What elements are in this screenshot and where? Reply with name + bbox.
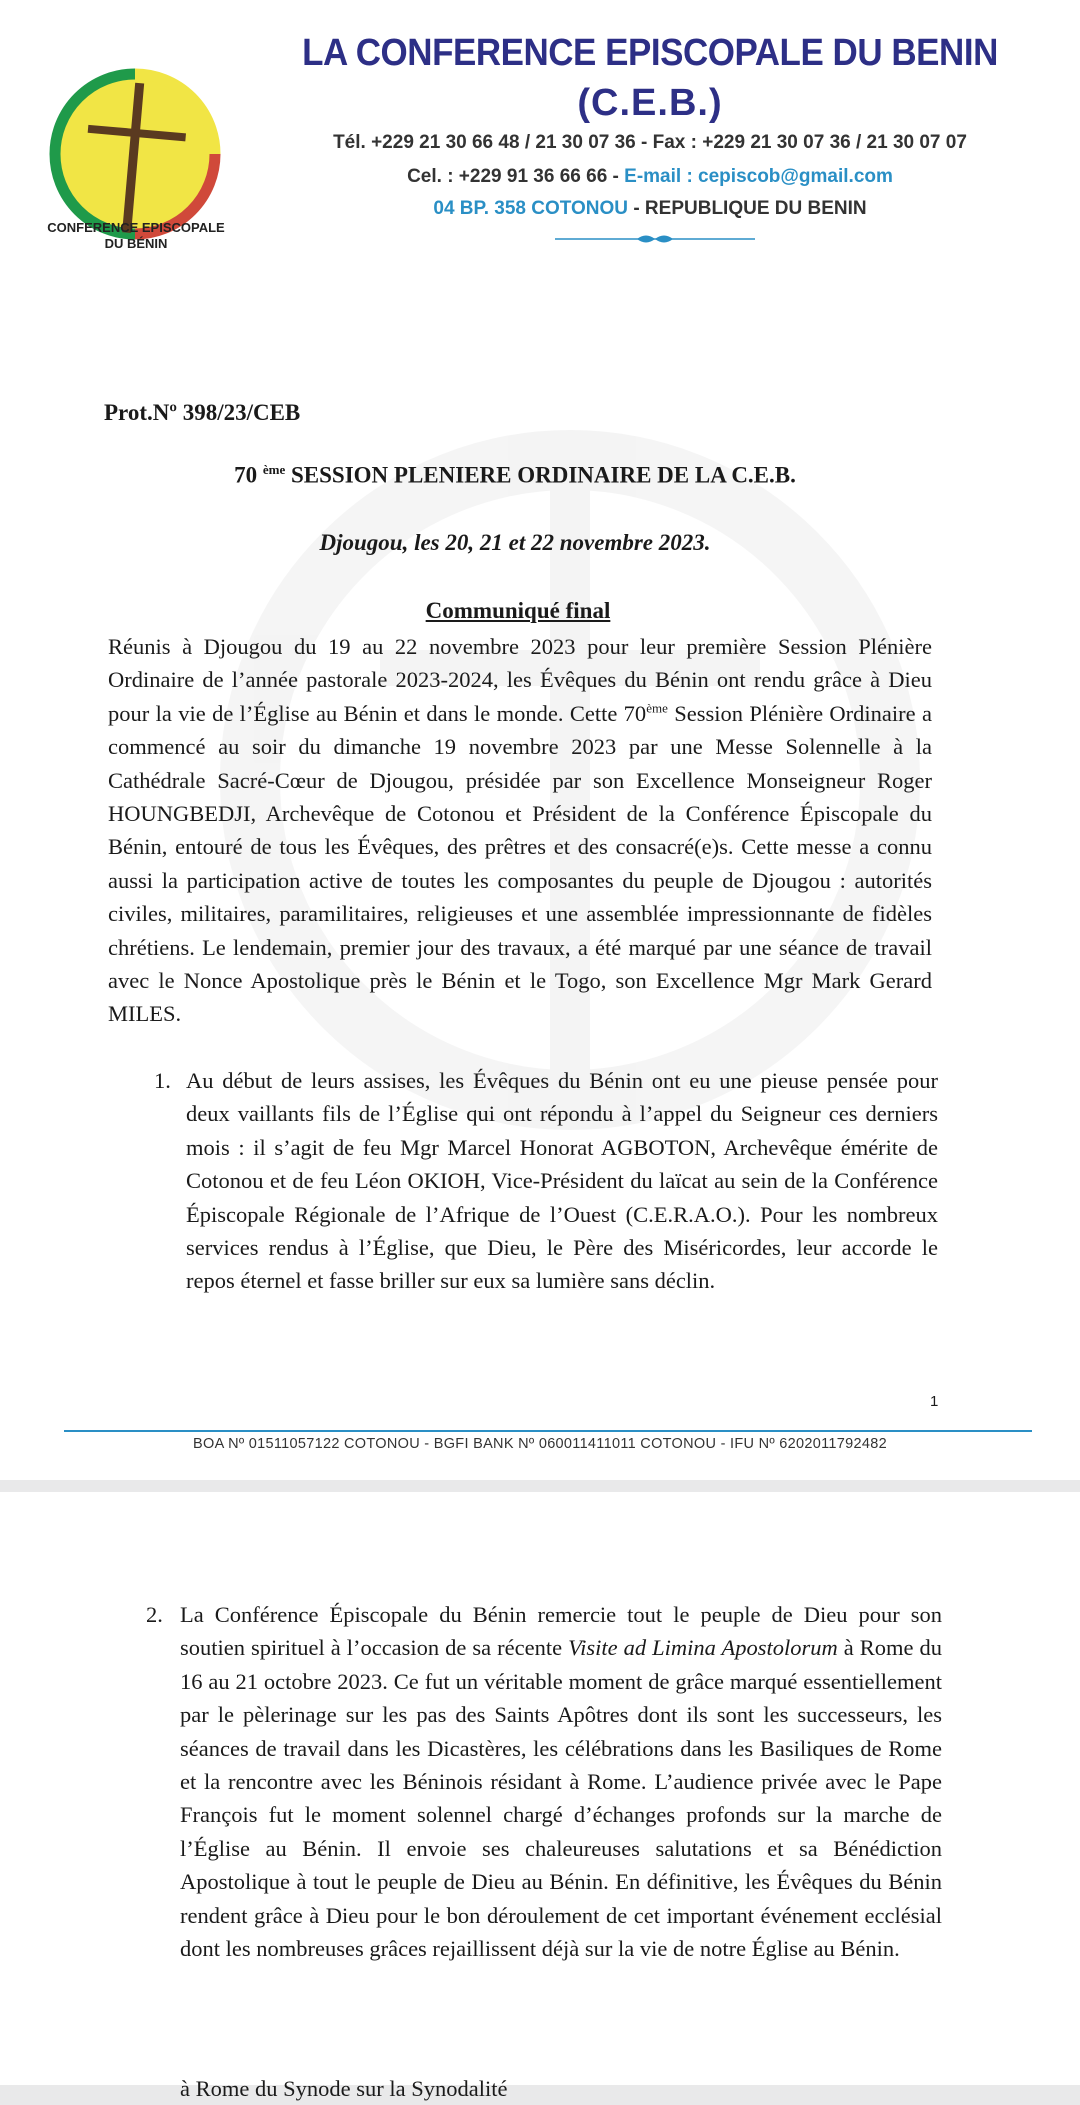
communique-title: Communiqué final [425, 598, 611, 623]
footer-divider [64, 1430, 1032, 1432]
truncated-text-line: à Rome du Synode sur la Synodalité [180, 2076, 508, 2101]
page-number: 1 [930, 1393, 939, 1410]
letterhead-phone-fax: Tél. +229 21 30 66 48 / 21 30 07 36 - Fax : +229 21 30 07 36 / 21 30 07 07 [333, 132, 967, 153]
protocol-number: Prot.Nº 398/23/CEB [104, 400, 301, 425]
document-page-2 [0, 1492, 1080, 2101]
session-title [0, 462, 1030, 489]
letterhead-country: - REPUBLIQUE DU BENIN [628, 198, 867, 219]
session-title-text: SESSION PLENIERE ORDINAIRE DE LA C.E.B. [291, 462, 796, 488]
intro-text-part-1: Réunis à Djougou du 19 au 22 novembre 2023 pour leur première Session Plénière Ordinaire de l’année pastorale 2023-2024, les Évêques du Bénin ont rendu grâce à Dieu pour la vie de l’Église au Bénin et dans le monde. Cette 70 [108, 634, 932, 726]
list-item-text [180, 1598, 942, 1965]
logo-caption [34, 220, 238, 252]
list-item-text: Au début de leurs assises, les Évêques du Bénin ont eu une pieuse pensée pour deux vaillants fils de l’Église qui ont répondu à l’appel du Seigneur ces derniers mois : il s’agit de feu Mgr Marcel Honorat AGBOTON, Archevêque émérite de Cotonou et de feu Léon OKIOH, Vice-Président du laïcat au sein de la Conférence Épiscopale Régionale de l’Afrique de l’Ouest (C.E.R.A.O.). Pour les nombreux services rendus à l’Église, que Dieu, le Père des Miséricordes, leur accorde le repos éternel et fasse briller sur eux sa lumière sans déclin. [186, 1068, 938, 1294]
letterhead-email[interactable]: E-mail : cepiscob@gmail.com [624, 166, 893, 187]
list-item-number: 2. [146, 1602, 163, 1627]
list-item-number: 1. [154, 1068, 171, 1093]
item2-text-part-2: à Rome du 16 au 21 octobre 2023. Ce fut un véritable moment de grâce marqué essentiellement par le pèlerinage sur les pas des Saints Apôtres dont ils sont les successeurs, les séances de travail dans les Dicastères, les célébrations dans les Basiliques de Rome et la rencontre avec les Béninois résidant à Rome. L’audience privée avec le Pape François fut le moment solennel chargé d’échanges profonds sur la marche de l’Église au Bénin. Il envoie ses chaleureuses salutations et sa Bénédiction Apostolique à tout le peuple de Dieu au Bénin. En définitive, les Évêques du Bénin rendent grâce à Dieu pour le bon déroulement de cet important événement ecclésial dont les nombreuses grâces rejaillissent déjà sur la vie de notre Église au Bénin. [180, 1635, 943, 1962]
intro-paragraph [108, 630, 932, 1031]
item2-text-part-1: La Conférence Épiscopale du Bénin remercie tout le peuple de Dieu pour son soutien spirituel à l’occasion de sa récente [180, 1602, 942, 1661]
ornament-divider-icon [555, 232, 755, 246]
place-and-date: Djougou, les 20, 21 et 22 novembre 2023. [319, 530, 711, 555]
footer-bank-details: BOA Nº 01511057122 COTONOU - BGFI BANK Nº 060011411011 COTONOU - IFU Nº 6202011792482 [193, 1436, 887, 1452]
intro-superscript: ème [646, 700, 668, 716]
session-number-suffix: ème [262, 462, 286, 477]
letterhead-title: LA CONFERENCE EPISCOPALE DU BENIN [302, 32, 998, 74]
logo-caption-line-2: DU BÉNIN [104, 236, 168, 251]
letterhead-po-box: 04 BP. 358 COTONOU [433, 198, 629, 219]
letterhead-address [270, 197, 1030, 221]
logo-caption-line-1: CONFERENCE EPISCOPALE [47, 220, 225, 235]
letterhead-cell-email [270, 165, 1030, 189]
intro-text-part-2: Session Plénière Ordinaire a commencé au soir du dimanche 19 novembre 2023 par une Messe Solennelle à la Cathédrale Sacré-Cœur de Djougou, présidée par son Excellence Monseigneur Roger HOUNGBEDJI, Archevêque de Cotonou et Président de la Conférence Épiscopale du Bénin, entouré de tous les Évêques, des prêtres et des consacré(e)s. Cette messe a connu aussi la participation active de toutes les composantes du peuple de Djougou : autorités civiles, militaires, paramilitaires, religieuses et une assemblée impressionnante de fidèles chrétiens. Le lendemain, premier jour des travaux, a été marqué par une séance de travail avec le Nonce Apostolique près le Bénin et le Togo, son Excellence Mgr Mark Gerard MILES. [108, 700, 933, 1027]
letterhead-cell: Cel. : +229 91 36 66 66 - [407, 166, 625, 187]
letterhead-acronym: (C.E.B.) [577, 82, 723, 124]
session-number: 70 [234, 462, 258, 488]
item2-italic-title: Visite ad Limina Apostolorum [568, 1635, 838, 1661]
